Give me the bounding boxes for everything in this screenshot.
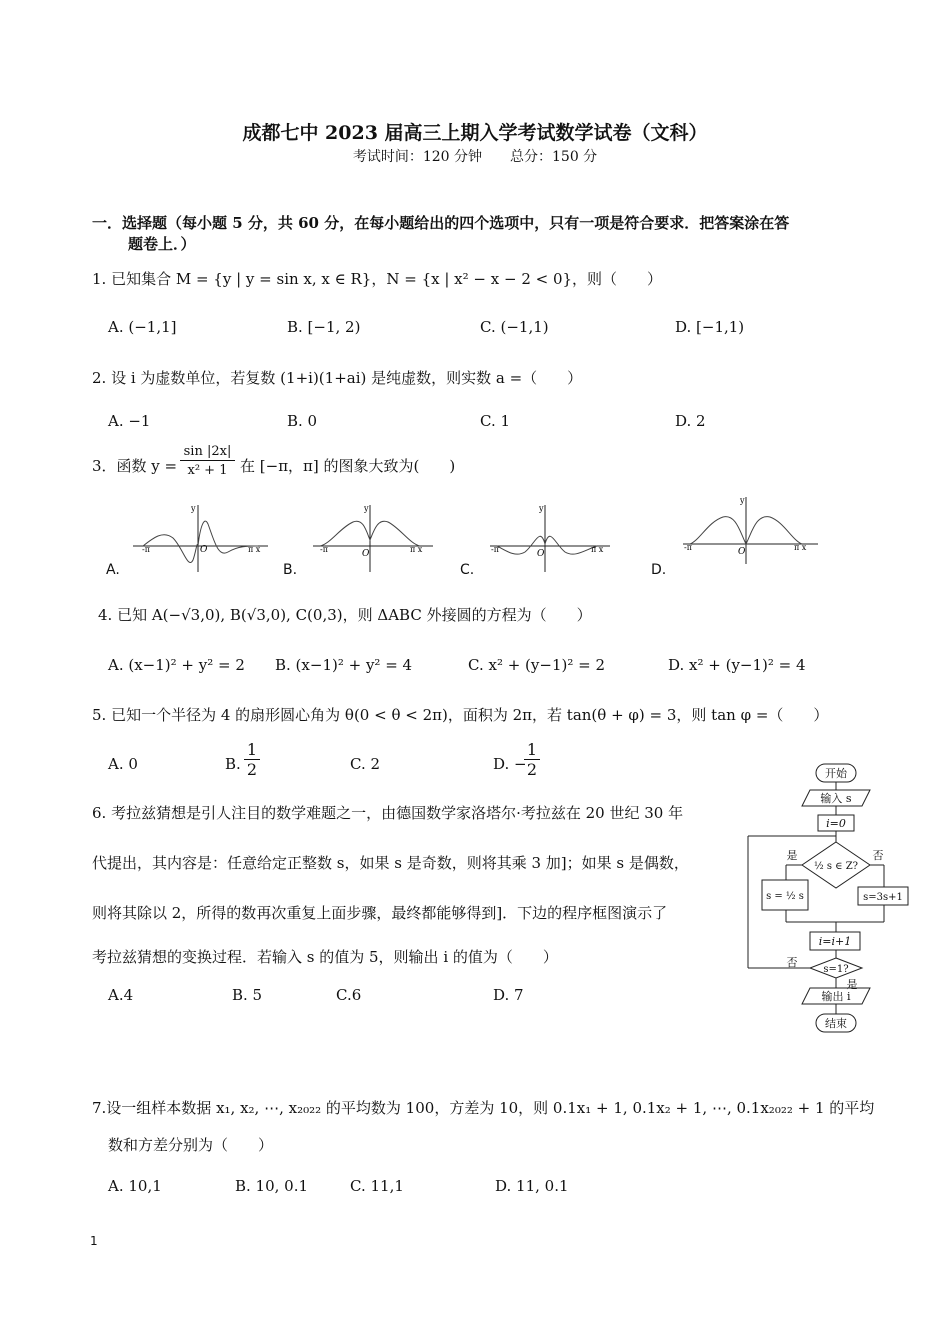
q3-d-pi-x: π x <box>794 543 807 552</box>
q3-graph-b <box>308 500 438 575</box>
section-heading: 一．选择题（每小题 5 分，共 60 分，在每小题给出的四个选项中，只有一项是符合要求．把答案涂在答 <box>92 214 790 232</box>
q3-fraction-denominator: x² + 1 <box>187 463 228 478</box>
q3-b-o-label: O <box>362 549 370 559</box>
q2-option-c: C. 1 <box>480 412 511 430</box>
q1-option-a: A. (−1,1] <box>108 318 177 336</box>
q5-option-a: A. 0 <box>108 755 138 773</box>
q3-b-y-label: y <box>364 504 369 513</box>
q7-option-b: B. 10, 0.1 <box>235 1177 309 1195</box>
q3-a-y-label: y <box>191 504 196 513</box>
q5-option-b: B. <box>225 755 241 773</box>
q2-option-b: B. 0 <box>287 412 318 430</box>
q3-b-neg-pi: -π <box>320 545 328 554</box>
fc-yes: 是 <box>786 849 798 862</box>
q3-fraction-numerator: sin |2x| <box>180 444 235 461</box>
q3-b-pi-x: π x <box>410 545 423 554</box>
q6-option-c: C.6 <box>336 986 362 1004</box>
q2-option-d: D. 2 <box>675 412 706 430</box>
fc-end: 结束 <box>825 1017 847 1030</box>
q5-option-c: C. 2 <box>350 755 381 773</box>
q3-c-o-label: O <box>537 549 545 559</box>
fc-no2: 否 <box>786 956 798 969</box>
q1-option-d: D. [−1,1) <box>675 318 745 336</box>
fc-cond1: ½ s ∈ Z? <box>813 861 859 872</box>
q7-option-c: C. 11,1 <box>350 1177 404 1195</box>
section-heading-cont: 题卷上．） <box>128 235 196 253</box>
q1-option-c: C. (−1,1) <box>480 318 549 336</box>
q3-label-d: D. <box>651 562 667 578</box>
q5-d-num: 1 <box>524 740 540 760</box>
q4-option-a: A. (x−1)² + y² = 2 <box>108 656 245 674</box>
q3-graph-d <box>678 492 823 567</box>
q2-option-a: A. −1 <box>108 412 151 430</box>
q6-line-1: 6. 考拉兹猜想是引人注目的数学难题之一，由德国数学家洛塔尔·考拉兹在 20 世纪 30 年 <box>92 804 684 822</box>
q1-option-b: B. [−1, 2) <box>287 318 361 336</box>
q3-d-neg-pi: -π <box>684 543 692 552</box>
fc-output: 输出 i <box>821 990 851 1003</box>
q5-option-d: D. − <box>493 755 527 773</box>
q3-d-y-label: y <box>740 496 745 505</box>
q3-label-a: A. <box>106 562 120 578</box>
q4-option-c: C. x² + (y−1)² = 2 <box>468 656 606 674</box>
fc-incr: i=i+1 <box>818 935 852 948</box>
q5-b-num: 1 <box>244 740 260 760</box>
q6-line-4: 考拉兹猜想的变换过程．若输入 s 的值为 5，则输出 i 的值为（ ） <box>92 948 558 966</box>
q6-option-a: A.4 <box>108 986 134 1004</box>
q3-label-b: B. <box>283 562 298 578</box>
q3-c-y-label: y <box>539 504 544 513</box>
q6-line-2: 代提出，其内容是：任意给定正整数 s，如果 s 是奇数，则将其乘 3 加]；如果 s 是偶数， <box>92 854 689 872</box>
fc-left-box: s = ½ s <box>766 891 804 902</box>
q3-a-neg-pi: -π <box>142 545 150 554</box>
question-3-stem-suffix: 在 [−π，π] 的图象大致为( ) <box>240 457 456 475</box>
q5-d-fraction <box>524 740 540 779</box>
fc-yes2: 是 <box>846 978 858 991</box>
q7-line-2: 数和方差分别为（ ） <box>108 1136 274 1154</box>
q3-fraction <box>180 444 235 478</box>
q3-graph-c <box>485 500 615 575</box>
q6-option-d: D. 7 <box>493 986 524 1004</box>
question-4-stem: 4. 已知 A(−√3,0), B(√3,0), C(0,3)，则 ΔABC 外接圆的方程为（ ） <box>98 606 592 624</box>
q6-option-b: B. 5 <box>232 986 263 1004</box>
question-1-stem: 1. 已知集合 M = {y | y = sin x, x ∈ R}，N = {x | x² − x − 2 < 0}，则（ ） <box>92 270 663 288</box>
q3-label-c: C. <box>460 562 475 578</box>
question-5-stem: 5. 已知一个半径为 4 的扇形圆心角为 θ(0 < θ < 2π)，面积为 2π，若 tan(θ + φ) = 3，则 tan φ =（ ） <box>92 706 829 724</box>
q5-b-fraction <box>244 740 260 779</box>
q3-graph-a <box>128 500 278 575</box>
fc-input: 输入 s <box>820 792 852 805</box>
q3-c-pi-x: π x <box>591 545 604 554</box>
fc-right-box: s=3s+1 <box>863 892 903 903</box>
fc-init: i=0 <box>826 817 846 830</box>
q4-option-b: B. (x−1)² + y² = 4 <box>275 656 413 674</box>
q4-option-d: D. x² + (y−1)² = 4 <box>668 656 806 674</box>
fc-cond2: s=1? <box>823 964 849 975</box>
page-title: 成都七中 2023 届高三上期入学考试数学试卷（文科） <box>242 122 708 144</box>
q3-c-neg-pi: -π <box>491 545 499 554</box>
q3-a-o-label: O <box>200 545 208 555</box>
fc-no: 否 <box>872 849 884 862</box>
q3-a-pi-x: π x <box>248 545 261 554</box>
q7-line-1: 7.设一组样本数据 x₁, x₂, ⋯, x₂₀₂₂ 的平均数为 100，方差为 10，则 0.1x₁ + 1, 0.1x₂ + 1, ⋯, 0.1x₂₀₂₂ + 1 的平均 <box>92 1099 875 1117</box>
fc-start: 开始 <box>825 767 847 780</box>
question-2-stem: 2. 设 i 为虚数单位，若复数 (1+i)(1+ai) 是纯虚数，则实数 a =（ ） <box>92 369 583 387</box>
q5-b-den: 2 <box>246 760 258 779</box>
q3-d-o-label: O <box>738 547 746 557</box>
flowchart <box>742 760 912 1040</box>
q5-d-den: 2 <box>526 760 538 779</box>
page-subtitle: 考试时间：120 分钟 总分：150 分 <box>352 149 598 165</box>
page-number: 1 <box>90 1234 98 1248</box>
q7-option-d: D. 11, 0.1 <box>495 1177 569 1195</box>
question-3-stem-prefix: 3．函数 y = <box>92 457 178 475</box>
q7-option-a: A. 10,1 <box>108 1177 162 1195</box>
q6-line-3: 则将其除以 2，所得的数再次重复上面步骤，最终都能够得到]．下边的程序框图演示了 <box>92 904 668 922</box>
